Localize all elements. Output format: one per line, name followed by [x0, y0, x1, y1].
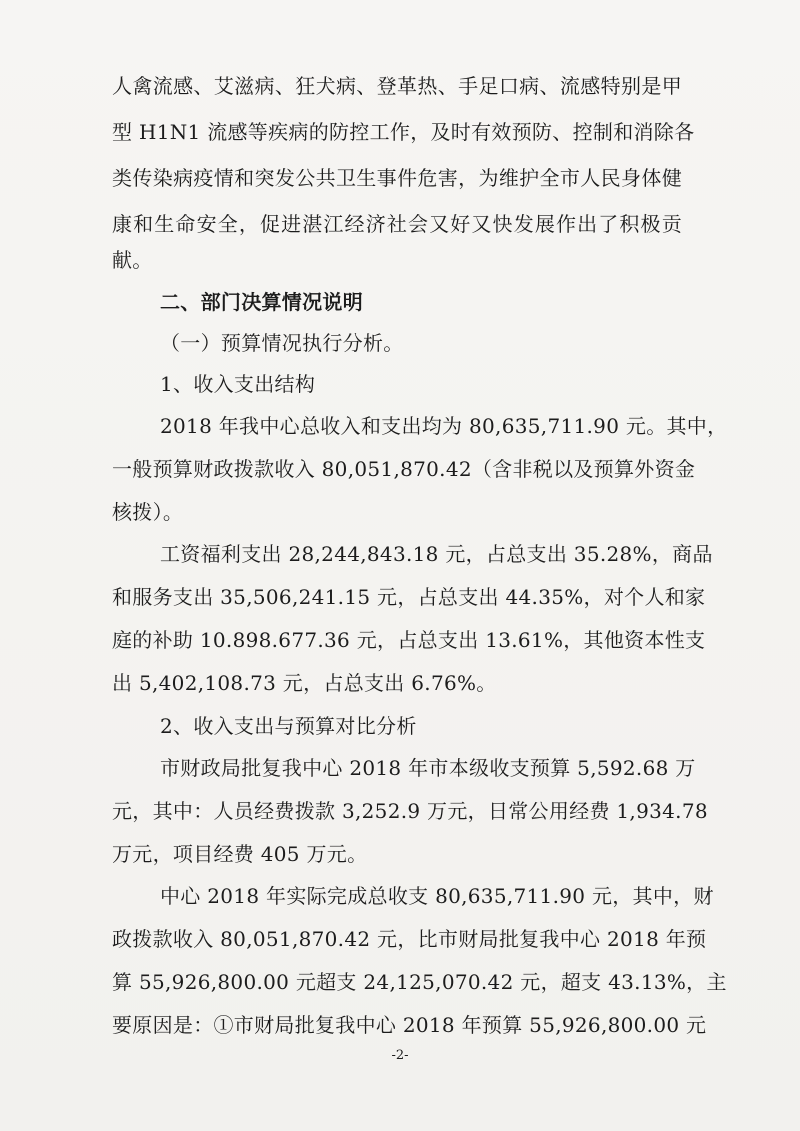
actual-line-3: 算 55,926,800.00 元超支 24,125,070.42 元，超支 43.13%，主 — [112, 970, 727, 994]
totals-line-2: 一般预算财政拨款收入 80,051,870.42（含非税以及预算外资金 — [112, 457, 696, 481]
item1-heading: 1、收入支出结构 — [160, 372, 316, 396]
actual-line-2: 政拨款收入 80,051,870.42 元，比市财局批复我中心 2018 年预 — [112, 927, 707, 951]
intro-line-4: 康和生命安全，促进湛江经济社会又好又快发展作出了积极贡 — [112, 212, 682, 236]
actual-line-4: 要原因是：①市财局批复我中心 2018 年预算 55,926,800.00 元 — [112, 1013, 707, 1037]
intro-line-1: 人禽流感、艾滋病、狂犬病、登革热、手足口病、流感特别是甲 — [112, 74, 682, 98]
expenses-line-3: 庭的补助 10.898.677.36 元，占总支出 13.61%，其他资本性支 — [112, 628, 706, 652]
budget-line-1: 市财政局批复我中心 2018 年市本级收支预算 5,592.68 万 — [160, 756, 696, 780]
actual-line-1: 中心 2018 年实际完成总收支 80,635,711.90 元，其中，财 — [160, 884, 714, 908]
expenses-line-2: 和服务支出 35,506,241.15 元，占总支出 44.35%，对个人和家 — [112, 585, 706, 609]
budget-line-2: 元，其中：人员经费拨款 3,252.9 万元，日常公用经费 1,934.78 — [112, 799, 708, 823]
section-heading: 二、部门决算情况说明 — [160, 290, 363, 314]
totals-line-3: 核拨）。 — [112, 500, 184, 524]
item2-heading: 2、收入支出与预算对比分析 — [160, 714, 417, 738]
budget-line-3: 万元，项目经费 405 万元。 — [112, 842, 368, 866]
totals-line-1: 2018 年我中心总收入和支出均为 80,635,711.90 元。其中， — [160, 414, 728, 438]
intro-line-3: 类传染病疫情和突发公共卫生事件危害，为维护全市人民身体健 — [112, 166, 682, 190]
intro-line-5: 献。 — [112, 248, 153, 272]
expenses-line-1: 工资福利支出 28,244,843.18 元，占总支出 35.28%，商品 — [160, 542, 713, 566]
page-number: -2- — [391, 1048, 409, 1063]
intro-line-2: 型 H1N1 流感等疾病的防控工作，及时有效预防、控制和消除各 — [112, 120, 695, 144]
expenses-line-4: 出 5,402,108.73 元，占总支出 6.76%。 — [112, 671, 497, 695]
subsection-heading: （一）预算情况执行分析。 — [160, 331, 404, 355]
